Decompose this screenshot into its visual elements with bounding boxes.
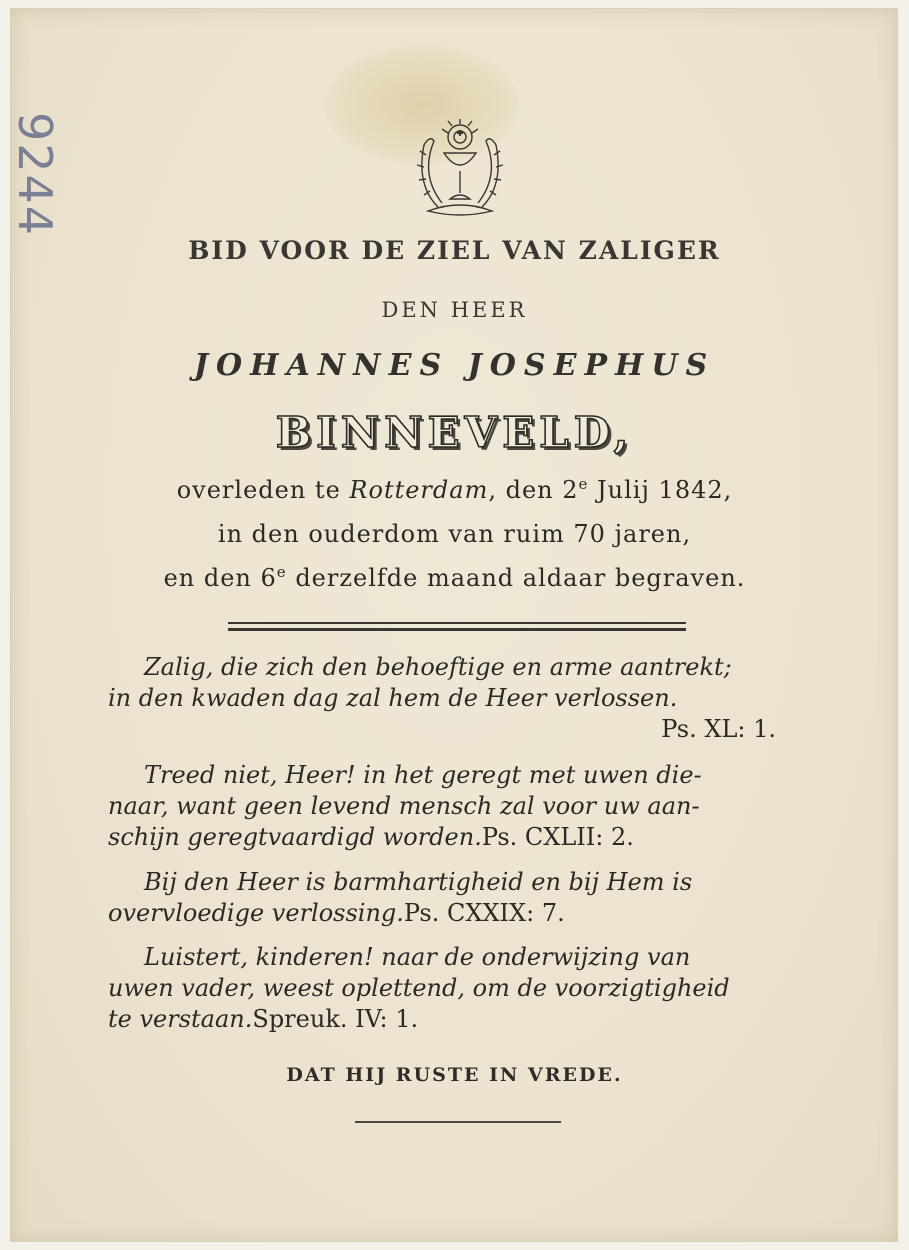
verse-reference: Ps. XL: 1. [661, 715, 776, 743]
given-names: JOHANNES JOSEPHUS [193, 348, 716, 383]
verse-line: Zalig, die zich den behoeftige en arme aantrekt; [144, 653, 732, 681]
chalice-emblem-icon [408, 115, 512, 223]
verse-1 [108, 652, 804, 745]
verse-4 [108, 942, 804, 1035]
verse-reference: Spreuk. IV: 1. [252, 1005, 419, 1033]
burial-line: en den 6e derzelfde maand aldaar begraven. [163, 563, 746, 592]
inventory-number: 9244 [8, 112, 62, 238]
age-line: in den ouderdom van ruim 70 jaren, [217, 520, 692, 548]
verse-3 [108, 867, 804, 929]
verse-line: uwen vader, weest oplettend, om de voorzigtigheid [108, 974, 730, 1002]
verse-line: te verstaan.Spreuk. IV: 1. [108, 1004, 804, 1035]
verse-reference: Ps. CXLII: 2. [481, 823, 634, 851]
surname: BINNEVELD, [275, 408, 634, 457]
divider-rule [228, 622, 686, 624]
verse-reference: Ps. CXXIX: 7. [403, 899, 565, 927]
verse-line: Treed niet, Heer! in het geregt met uwen die- [144, 761, 702, 789]
heading-line2: DEN HEER [381, 298, 528, 322]
verse-line: in den kwaden dag zal hem de Heer verlossen. [108, 684, 678, 712]
verse-line: overvloedige verlossing.Ps. CXXIX: 7. [108, 898, 804, 929]
closing-prayer: DAT HIJ RUSTE IN VREDE. [286, 1064, 623, 1086]
verse-line: naar, want geen levend mensch zal voor uw aan- [108, 792, 700, 820]
death-place: Rotterdam [349, 476, 489, 504]
verse-line: Luistert, kinderen! naar de onderwijzing van [144, 943, 691, 971]
verse-line: schijn geregtvaardigd worden.Ps. CXLII: 2. [108, 822, 804, 853]
divider-rule-thick [228, 628, 686, 631]
heading-line1: BID VOOR DE ZIEL VAN ZALIGER [188, 236, 721, 265]
verse-line: Bij den Heer is barmhartigheid en bij Hem is [144, 868, 693, 896]
bottom-rule [355, 1121, 561, 1123]
death-line: overleden te Rotterdam, den 2e Julij 1842, [176, 475, 733, 504]
verse-2 [108, 760, 804, 853]
